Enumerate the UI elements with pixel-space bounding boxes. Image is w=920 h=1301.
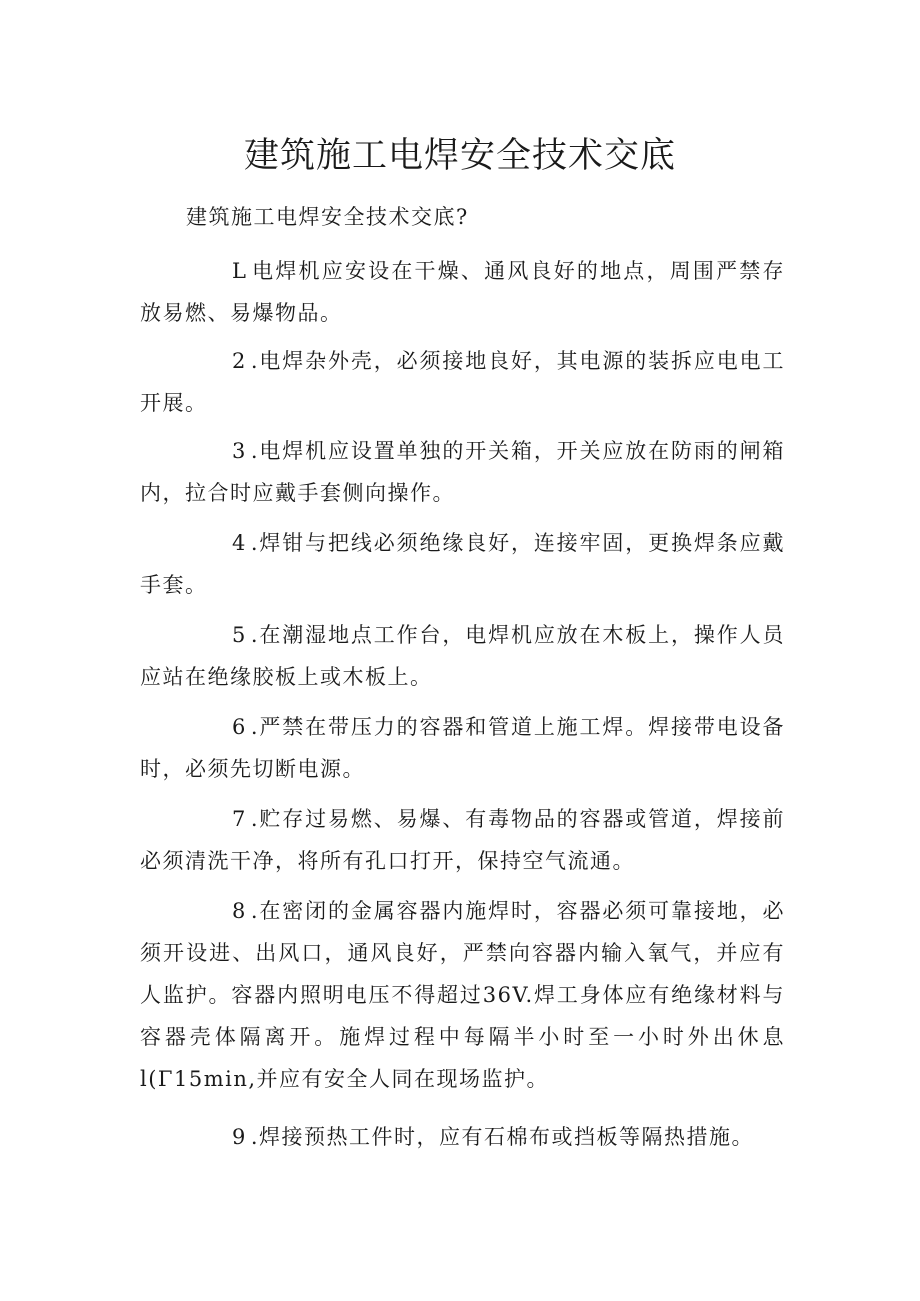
item-text: .贮存过易燃、易爆、有毒物品的容器或管道，焊接前必须清洗干净，将所有孔口打开，保持空气流通。	[140, 807, 785, 873]
intro-paragraph: 建筑施工电焊安全技术交底?	[186, 205, 469, 229]
list-item	[140, 1116, 785, 1158]
list-item	[140, 614, 785, 698]
item-number: 2	[232, 349, 247, 373]
list-item	[140, 890, 785, 1100]
item-number: 3	[232, 439, 247, 463]
item-number: 4	[232, 531, 247, 555]
list-item	[140, 522, 785, 606]
item-text: .电焊机应设置单独的开关箱，开关应放在防雨的闸箱内，拉合时应戴手套侧向操作。	[140, 439, 785, 505]
item-text: .焊接预热工件时，应有石棉布或挡板等隔热措施。	[250, 1125, 755, 1149]
item-number: 8	[232, 899, 247, 923]
item-text: 电焊机应安设在干燥、通风良好的地点，周围严禁存放易燃、易爆物品。	[140, 259, 785, 325]
list-item	[140, 340, 785, 424]
item-number: 7	[232, 807, 247, 831]
list-item	[140, 250, 785, 334]
item-number: 5	[232, 623, 247, 647]
list-item	[140, 798, 785, 882]
item-text: .严禁在带压力的容器和管道上施工焊。焊接带电设备时，必须先切断电源。	[140, 715, 785, 781]
item-number: 9	[232, 1125, 247, 1149]
item-text: .电焊杂外壳，必须接地良好，其电源的装拆应电电工开展。	[140, 349, 785, 415]
list-item	[140, 706, 785, 790]
item-number: L	[232, 259, 248, 283]
list-item	[140, 430, 785, 514]
item-text: .在密闭的金属容器内施焊时，容器必须可靠接地，必须开设进、出风口，通风良好，严禁向容器内输入氧气，并应有人监护。容器内照明电压不得超过36V.焊工身体应有绝缘材料与容器壳体隔离开。施焊过程中每隔半小时至一小时外出休息l(Γ15min,并应有安全人同在现场监护。	[140, 899, 785, 1091]
page-title: 建筑施工电焊安全技术交底	[243, 136, 676, 176]
item-text: .焊钳与把线必须绝缘良好，连接牢固，更换焊条应戴手套。	[140, 531, 785, 597]
item-number: 6	[232, 715, 247, 739]
item-text: .在潮湿地点工作台，电焊机应放在木板上，操作人员应站在绝缘胶板上或木板上。	[140, 623, 785, 689]
